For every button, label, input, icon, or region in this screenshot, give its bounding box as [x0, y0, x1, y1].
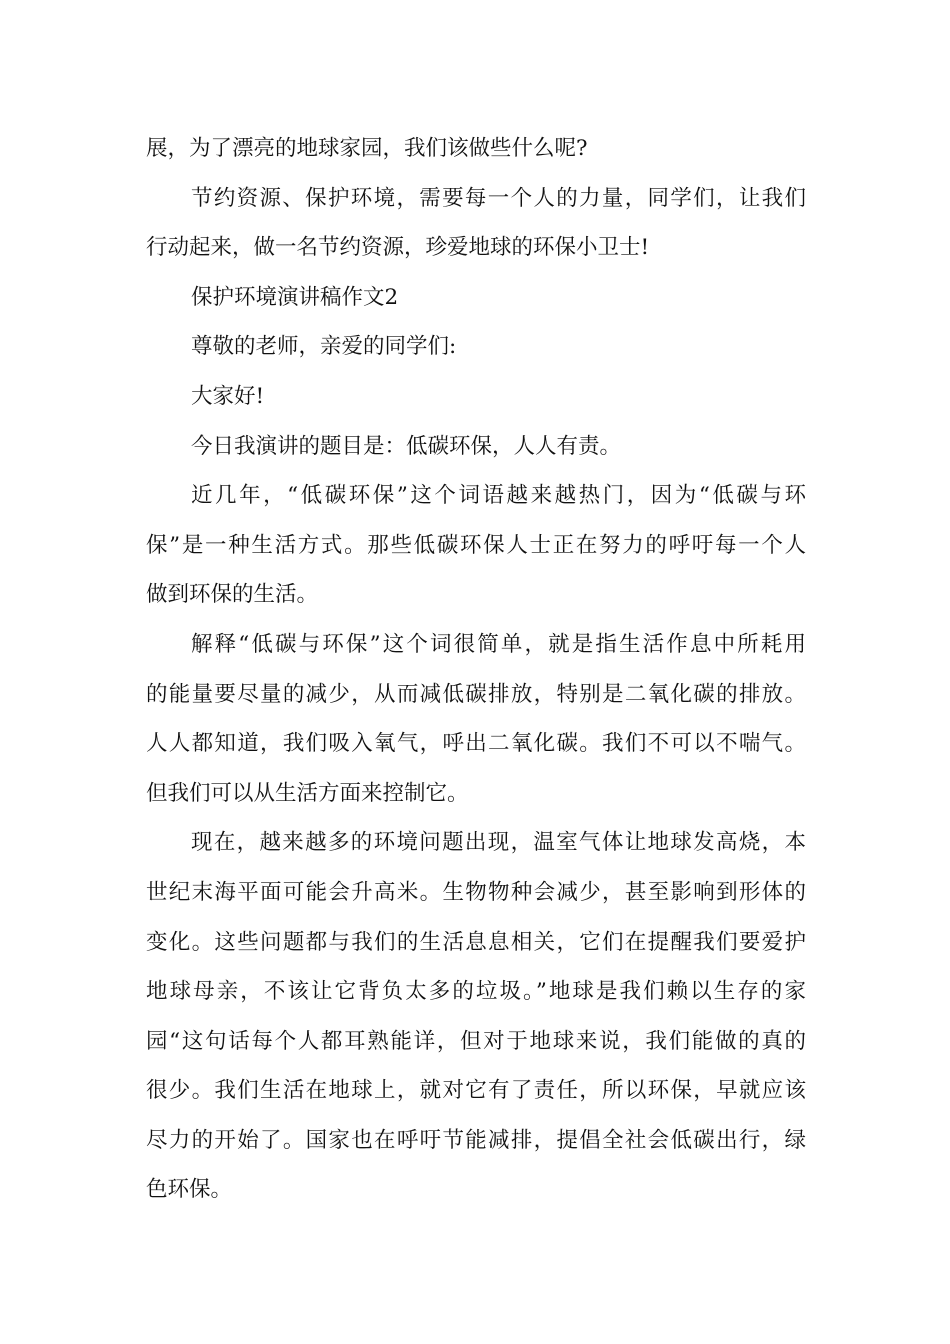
- text-line: 行动起来，做一名节约资源，珍爱地球的环保小卫士!: [146, 235, 650, 261]
- text-line: 做到环保的生活。: [146, 582, 319, 608]
- text-line: 很少。我们生活在地球上，就对它有了责任，所以环保，早就应该: [146, 1078, 806, 1104]
- document-page: [146, 124, 806, 1215]
- text-line: 色环保。: [146, 1177, 233, 1203]
- text-line: 展，为了漂亮的地球家园，我们该做些什么呢?: [146, 136, 588, 161]
- text-line: 保护环境演讲稿作文2: [191, 284, 399, 310]
- text-line: 尽力的开始了。国家也在呼吁节能减排，提倡全社会低碳出行，绿: [146, 1127, 806, 1153]
- text-line: 园“这句话每个人都耳熟能详，但对于地球来说，我们能做的真的: [146, 1028, 806, 1054]
- text-line: 人人都知道，我们吸入氧气，呼出二氧化碳。我们不可以不喘气。: [146, 731, 806, 757]
- text-line: 地球母亲，不该让它背负太多的垃圾。”地球是我们赖以生存的家: [146, 979, 806, 1005]
- text-line: 尊敬的老师，亲爱的同学们:: [191, 334, 457, 360]
- text-line: 解释“低碳与环保”这个词很简单，就是指生活作息中所耗用: [191, 631, 806, 657]
- text-line: 但我们可以从生活方面来控制它。: [146, 780, 469, 806]
- text-line: 保”是一种生活方式。那些低碳环保人士正在努力的呼吁每一个人: [146, 532, 806, 558]
- text-line: 的能量要尽量的减少，从而减低碳排放，特别是二氧化碳的排放。: [146, 681, 806, 707]
- text-line: 大家好!: [191, 383, 265, 409]
- text-line: 变化。这些问题都与我们的生活息息相关，它们在提醒我们要爱护: [146, 929, 806, 955]
- text-line: 今日我演讲的题目是：低碳环保，人人有责。: [191, 433, 622, 459]
- text-line: 近几年，“低碳环保”这个词语越来越热门，因为“低碳与环: [191, 483, 806, 509]
- text-line: 现在，越来越多的环境问题出现，温室气体让地球发高烧，本: [191, 830, 806, 856]
- text-line: 世纪末海平面可能会升高米。生物物种会减少，甚至影响到形体的: [146, 879, 806, 905]
- document-body: [146, 124, 806, 1215]
- text-line: 节约资源、保护环境，需要每一个人的力量，同学们，让我们: [191, 185, 806, 211]
